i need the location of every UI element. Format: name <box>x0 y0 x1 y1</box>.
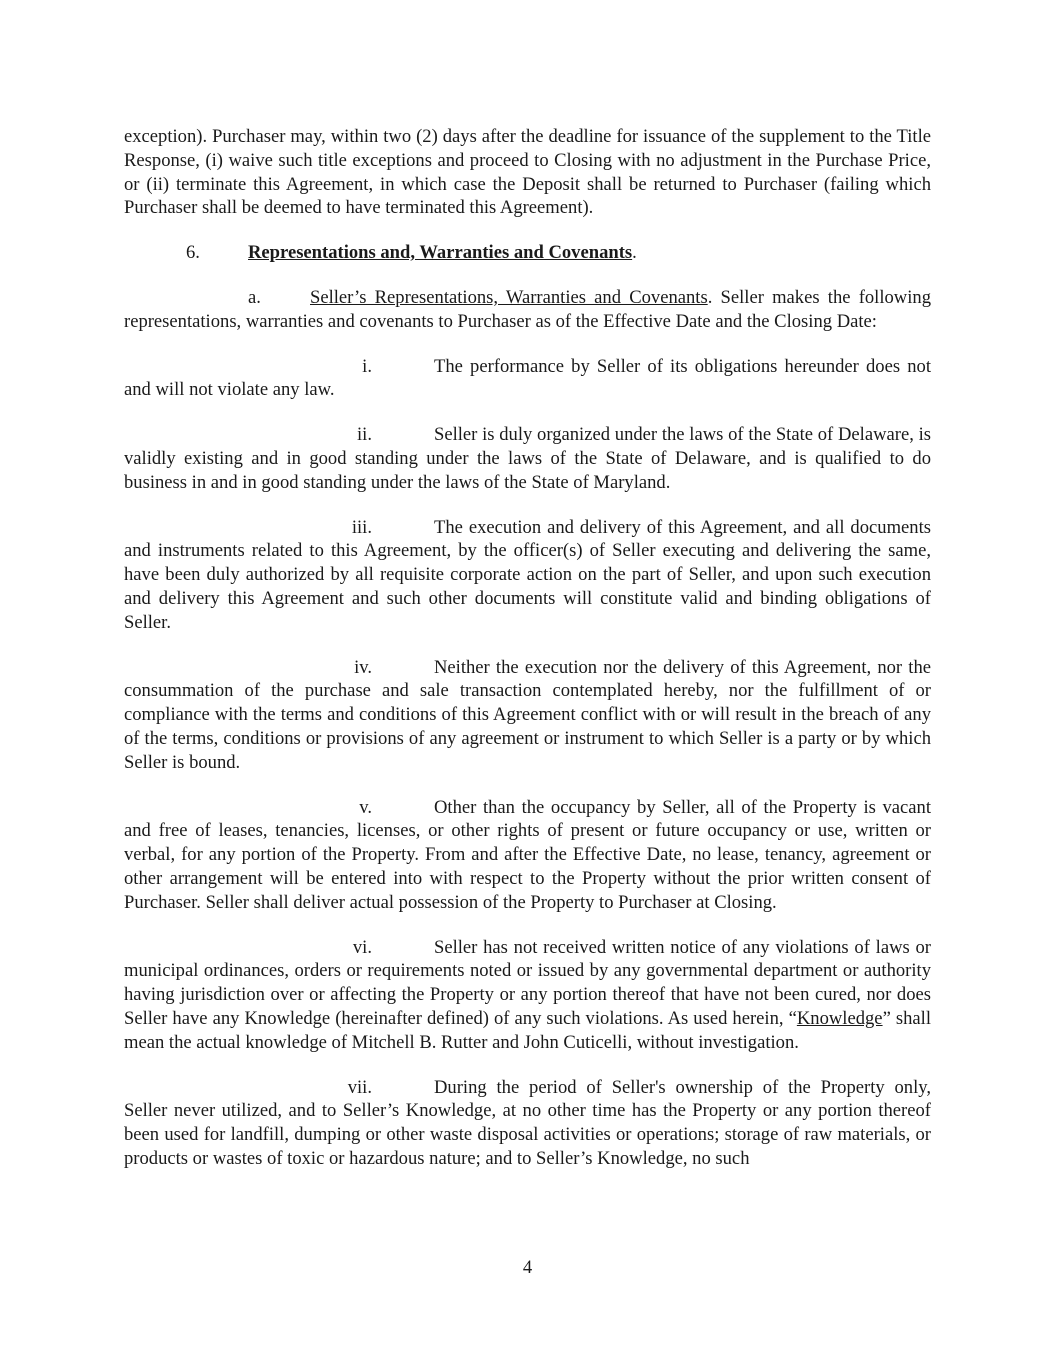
item-numeral: v. <box>359 796 372 818</box>
item-numeral: iv. <box>354 656 372 678</box>
list-item <box>124 1076 931 1171</box>
document-page <box>124 125 931 1192</box>
list-item <box>124 516 931 635</box>
item-text: The performance by Seller of its obligations hereunder does not and will not violate any law. <box>124 355 931 401</box>
item-numeral: ii. <box>357 424 372 446</box>
subsection-title: Seller’s Representations, Warranties and Covenants <box>310 286 708 308</box>
subsection-text: . Seller makes the following representations, warranties and covenants to Purchaser as of the Effective Date and the Closing Date: <box>124 286 931 332</box>
item-numeral: iii. <box>351 516 372 538</box>
item-text: During the period of Seller's ownership of the Property only, Seller never utilized, and to Seller’s Knowledge, at no other time has the Property or any portion thereof been used for landfill, dumping or other waste disposal activities or operations; storage of raw materials, or products or wastes of toxic or hazardous nature; and to Seller’s Knowledge, no such <box>124 1076 931 1169</box>
item-text: The execution and delivery of this Agreement, and all documents and instruments related to this Agreement, by the officer(s) of Seller executing and delivering the same, have been duly authorized by all requisite corporate action on the part of Seller, and upon such execution and delivery this Agreement and such other documents will constitute valid and binding obligations of Seller. <box>124 516 931 633</box>
item-text-after: ” shall mean the actual knowledge of Mitchell B. Rutter and John Cuticelli, without investigation. <box>124 1007 931 1053</box>
item-text: Seller is duly organized under the laws of the State of Delaware, is validly existing and in good standing under the laws of the State of Delaware, and is qualified to do business in and in good standing under the laws of the State of Maryland. <box>124 424 931 493</box>
item-text: Other than the occupancy by Seller, all of the Property is vacant and free of leases, tenancies, licenses, or other rights of present or future occupancy or use, written or verbal, for any portion of the Property. From and after the Effective Date, no lease, tenancy, agreement or other arrangement will be entered into with respect to the Property without the prior written consent of Purchaser. Seller shall deliver actual possession of the Property to Purchaser at Closing. <box>124 796 931 913</box>
item-numeral: vii. <box>347 1076 372 1098</box>
defined-term-knowledge: Knowledge <box>796 1007 883 1029</box>
subsection-letter: a. <box>248 286 261 308</box>
list-item <box>124 936 931 1055</box>
section-title-suffix: . <box>632 242 637 264</box>
subsection-a <box>124 286 931 334</box>
list-item <box>124 656 931 775</box>
list-item <box>124 423 931 494</box>
section-number: 6. <box>186 242 200 264</box>
page-number: 4 <box>522 1257 533 1278</box>
section-heading <box>124 241 931 265</box>
list-item <box>124 355 931 403</box>
list-item <box>124 796 931 915</box>
section-title: Representations and, Warranties and Covenants <box>248 242 633 264</box>
intro-paragraph: exception). Purchaser may, within two (2) days after the deadline for issuance of the supplement to the Title Response, (i) waive such title exceptions and proceed to Closing with no adjustment in the Purchase Price, or (ii) terminate this Agreement, in which case the Deposit shall be returned to Purchaser (failing which Purchaser shall be deemed to have terminated this Agreement). <box>124 126 931 219</box>
item-text-before: Seller has not received written notice of any violations of laws or municipal ordinances, orders or requirements noted or issued by any governmental department or authority having jurisdiction over or affecting the Property or any portion thereof that have not been cured, nor does Seller have any Knowledge (hereinafter defined) of any such violations. As used herein, “ <box>124 936 931 1029</box>
item-numeral: vi. <box>352 936 372 958</box>
item-numeral: i. <box>362 355 372 377</box>
item-text: Neither the execution nor the delivery of this Agreement, nor the consummation of the purchase and sale transaction contemplated hereby, nor the fulfillment of or compliance with the terms and conditions of this Agreement conflict with or will result in the breach of any of the terms, conditions or provisions of any agreement or instrument to which Seller is a party or by which Seller is bound. <box>124 656 931 773</box>
